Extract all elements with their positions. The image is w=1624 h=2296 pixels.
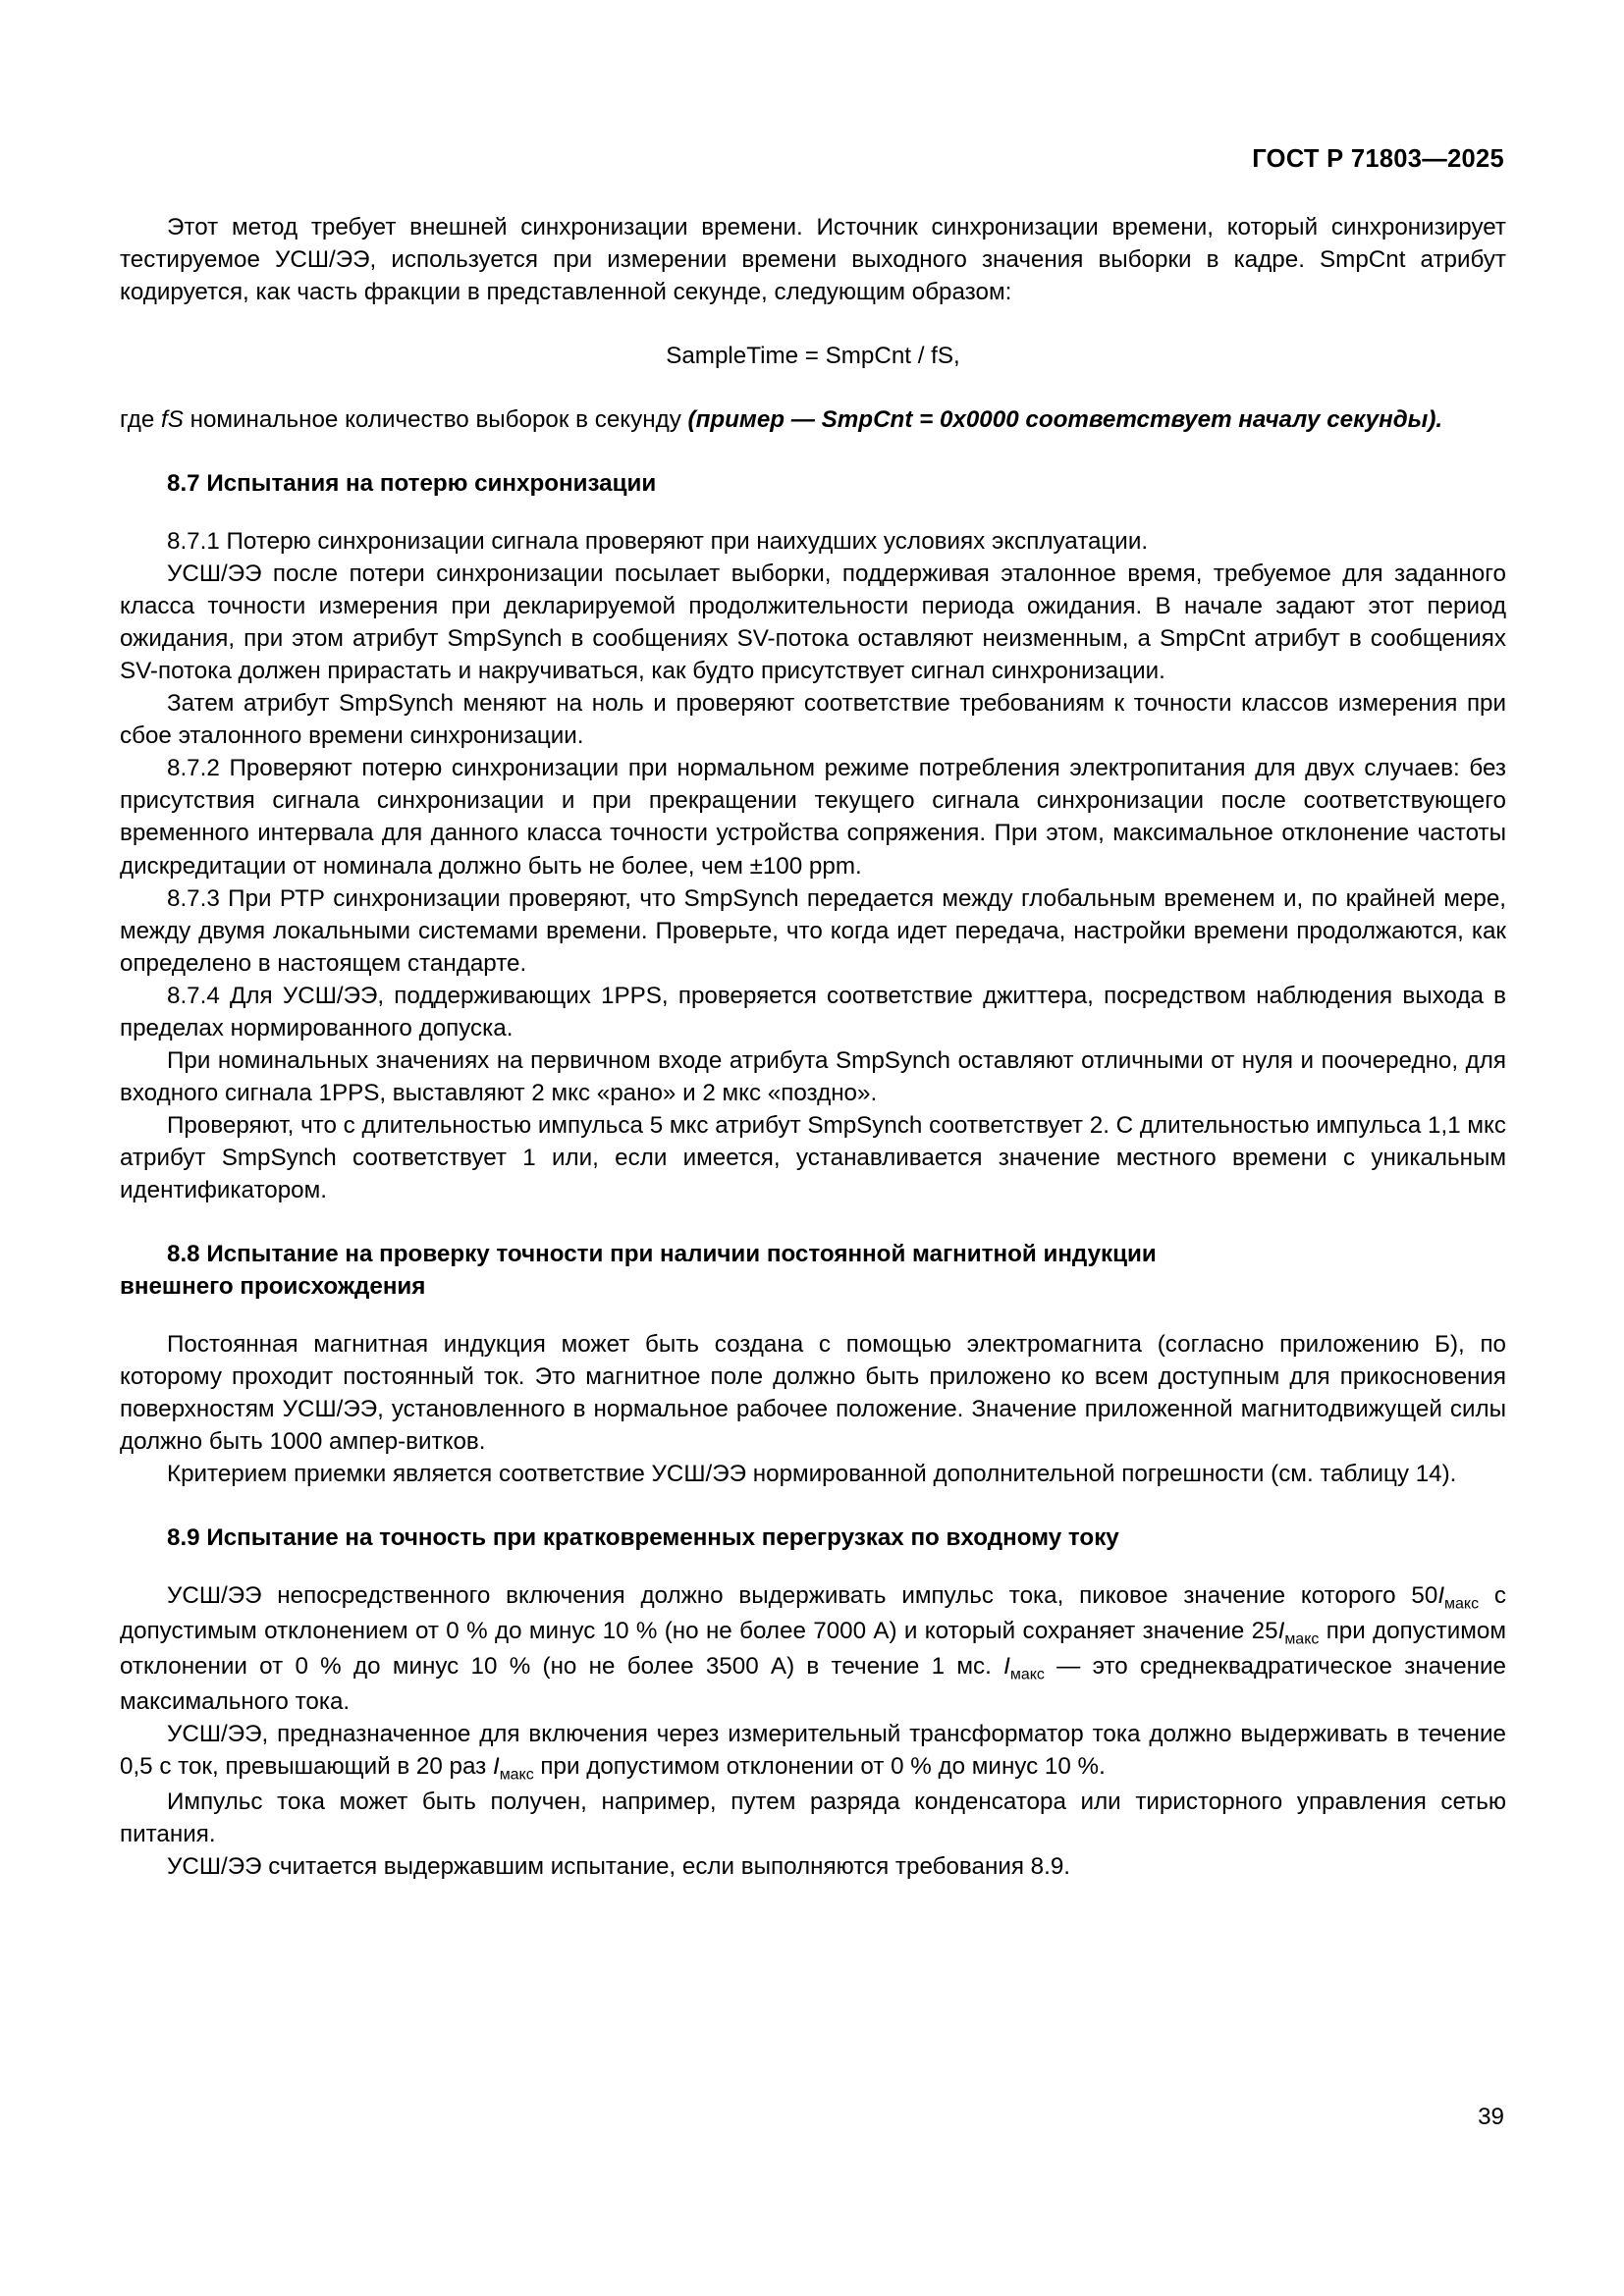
paragraph-8-9-d: УСШ/ЭЭ считается выдержавшим испытание, если выполняются требования 8.9.: [167, 1853, 1070, 1881]
p89b-part1: УСШ/ЭЭ, предназначенное для включения через измерительный трансформатор тока должно выдерживать в течение 0,5 с ток, превышающий в 20 раз: [120, 1721, 1506, 1781]
heading-8-8-line2: внешнего происхождения: [120, 1272, 426, 1300]
page-content: [120, 211, 1506, 1884]
formula-note-prefix: где: [120, 406, 162, 434]
p89a-sub-2: макс: [1284, 1630, 1320, 1648]
formula-note: [120, 403, 1506, 436]
p89a-part1: УСШ/ЭЭ непосредственного включения должно выдерживать импульс тока, пиковое значение которого 50: [167, 1582, 1438, 1610]
paragraph-8-7-3: 8.7.3 При РТР синхронизации проверяют, что SmpSynch передается между глобальным временем и, по крайней мере, между двумя локальными системами времени. Проверьте, что когда идет передача, настройки времени продолжаются, как определено в настоящем стандарте.: [120, 884, 1506, 977]
p89a-sub-3: макс: [1009, 1666, 1045, 1683]
formula-sampletime: SampleTime = SmpCnt / fS,: [666, 343, 960, 370]
page-number: 39: [1478, 2104, 1504, 2130]
paragraph-intro: Этот метод требует внешней синхронизации времени. Источник синхронизации времени, который синхронизирует тестируемое УСШ/ЭЭ, используется при измерении времени выходного значения выборки в кадре. SmpCnt атрибут кодируется, как часть фракции в представленной секунде, следующим образом:: [120, 214, 1506, 306]
paragraph-8-9-b: [120, 1718, 1506, 1786]
formula-note-example: (пример — SmpCnt = 0x0000 соответствует началу секунды).: [687, 406, 1443, 434]
paragraph-8-7-1-a: 8.7.1 Потерю синхронизации сигнала проверяют при наихудших условиях эксплуатации.: [167, 528, 1149, 556]
p89a-symbol-1: I: [1437, 1582, 1445, 1610]
paragraph-8-9-a: [120, 1579, 1506, 1718]
paragraph-8-7-4-c: Проверяют, что с длительностью импульса 5 мкс атрибут SmpSynch соответствует 2. С длительностью импульса 1,1 мкс атрибут SmpSynch соответствует 1 или, если имеется, устанавливается значение местного времени с уникальным идентификатором.: [120, 1111, 1506, 1203]
p89a-symbol-2: I: [1277, 1618, 1285, 1645]
p89b-symbol-1: I: [492, 1753, 500, 1781]
paragraph-8-7-1-b: УСШ/ЭЭ после потери синхронизации посылает выборки, поддерживая эталонное время, требуемое для заданного класса точности измерения при декларируемой продолжительности периода ожидания. В начале задают этот период ожидания, при этом атрибут SmpSynch в сообщениях SV-потока оставляют неизменным, а SmpCnt атрибут в сообщениях SV-потока должен прирастать и накручиваться, как будто присутствует сигнал синхронизации.: [120, 561, 1506, 685]
p89b-part2: при допустимом отклонении от 0 % до минус 10 %.: [533, 1753, 1106, 1781]
heading-8-7: 8.7 Испытания на потерю синхронизации: [167, 470, 657, 498]
formula-note-symbol: fS: [161, 406, 184, 434]
standard-header: ГОСТ Р 71803—2025: [1252, 145, 1504, 173]
paragraph-8-7-4-b: При номинальных значениях на первичном входе атрибута SmpSynch оставляют отличными от нуля и поочередно, для входного сигнала 1PPS, выставляют 2 мкс «рано» и 2 мкс «поздно».: [120, 1046, 1506, 1106]
p89b-sub-1: макс: [499, 1766, 534, 1784]
formula-note-main: номинальное количество выборок в секунду: [183, 406, 688, 434]
p89a-part3: при допустимом отклонении от 0 % до минус 10 % (но не более 3500 А) в течение 1 мс.: [120, 1618, 1506, 1681]
p89a-sub-1: макс: [1444, 1595, 1480, 1613]
paragraph-8-8-b: Критерием приемки является соответствие УСШ/ЭЭ нормированной дополнительной погрешности (см. таблицу 14).: [167, 1461, 1457, 1488]
p89a-part2: с допустимым отклонением от 0 % до минус 10 % (но не более 7000 А) и который сохраняет значение 25: [120, 1582, 1506, 1645]
paragraph-8-7-2: 8.7.2 Проверяют потерю синхронизации при нормальном режиме потребления электропитания для двух случаев: без присутствия сигнала синхронизации и при прекращении текущего сигнала синхронизации после соответствующего временного интервала для данного класса точности устройства сопряжения. При этом, максимальное отклонение частоты дискредитации от номинала должно быть не более, чем ±100 ppm.: [120, 755, 1506, 880]
paragraph-8-7-1-c: Затем атрибут SmpSynch меняют на ноль и проверяют соответствие требованиям к точности классов измерения при сбое эталонного времени синхронизации.: [120, 690, 1506, 750]
p89a-part4: — это среднеквадратическое значение максимального тока.: [120, 1653, 1506, 1716]
paragraph-8-8-a: Постоянная магнитная индукция может быть создана с помощью электромагнита (согласно приложению Б), по которому проходит постоянный ток. Это магнитное поле должно быть приложено ко всем доступным для прикосновения поверхностям УСШ/ЭЭ, установленного в нормальное рабочее положение. Значение приложенной магнитодвижущей силы должно быть 1000 ампер-витков.: [120, 1330, 1506, 1455]
heading-8-9: 8.9 Испытание на точность при кратковременных перегрузках по входному току: [167, 1524, 1119, 1552]
p89a-symbol-3: I: [1003, 1653, 1010, 1681]
heading-8-8-line1: 8.8 Испытание на проверку точности при наличии постоянной магнитной индукции: [167, 1240, 1157, 1267]
paragraph-8-9-c: Импульс тока может быть получен, например, путем разряда конденсатора или тиристорного управления сетью питания.: [120, 1789, 1506, 1848]
paragraph-8-7-4-a: 8.7.4 Для УСШ/ЭЭ, поддерживающих 1PPS, проверяется соответствие джиттера, посредством наблюдения выхода в пределах нормированного допуска.: [120, 982, 1506, 1041]
